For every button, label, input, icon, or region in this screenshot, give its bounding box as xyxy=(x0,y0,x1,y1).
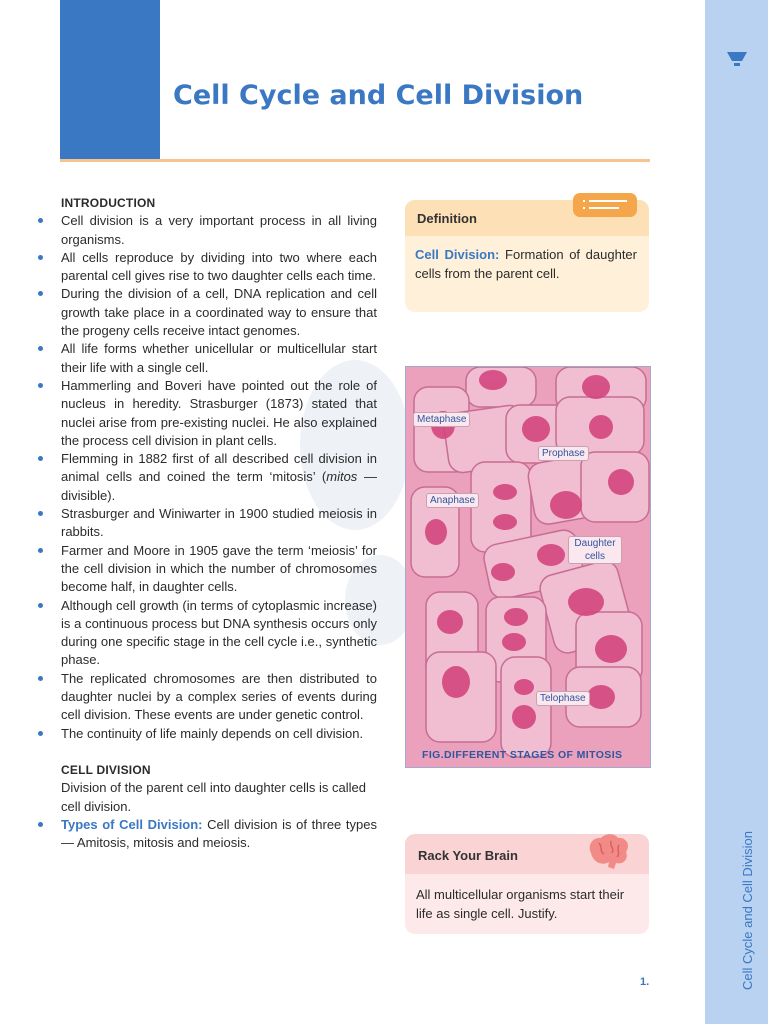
rack-text: All multicellular organisms start their life as single cell. Justify. xyxy=(416,887,625,921)
list-item: The replicated chromosomes are then distributed to daughter nuclei by a complex series of events during cell division. These events are under genetic control. xyxy=(61,670,377,725)
header-accent-block xyxy=(60,0,160,160)
page-title: Cell Cycle and Cell Division xyxy=(173,80,584,111)
list-item: Farmer and Moore in 1905 gave the term ‘meiosis’ for the cell division in which the number of chromosomes become half, in daughter cells. xyxy=(61,542,377,597)
introduction-list xyxy=(61,212,377,743)
list-item xyxy=(61,450,377,505)
definition-term: Cell Division: xyxy=(415,247,500,262)
list-item-italic: mitos xyxy=(326,469,358,485)
title-divider xyxy=(60,159,650,162)
mitosis-micrograph xyxy=(405,366,651,768)
definition-text xyxy=(415,246,637,283)
label-metaphase: Metaphase xyxy=(413,412,470,427)
label-telophase: Telophase xyxy=(536,691,590,706)
list-item: Hammerling and Boveri have pointed out the role of nucleus in heredity. Strasburger (1873) stated that nuclei arise from pre-existing nuclei. He also explained the process cell division in plant cells. xyxy=(61,377,377,450)
list-item: The continuity of life mainly depends on cell division. xyxy=(61,725,377,743)
cell-division-heading: CELL DIVISION xyxy=(61,762,151,777)
introduction-heading: INTRODUCTION xyxy=(61,196,156,210)
list-item: During the division of a cell, DNA replication and cell growth take place in a coordinated way to ensure that the progeny cells receive intact genomes. xyxy=(61,285,377,340)
list-item: Cell division is a very important process in all living organisms. xyxy=(61,212,377,249)
definition-box xyxy=(405,200,649,312)
list-item xyxy=(61,816,377,853)
cell-division-list xyxy=(61,816,377,853)
app-logo-icon xyxy=(725,46,749,70)
rack-your-brain-box xyxy=(405,834,649,934)
types-text: Cell division is of three types— Amitosis, mitosis and meiosis. xyxy=(61,816,377,851)
types-label: Types of Cell Division: xyxy=(61,816,203,832)
figure-caption: FIG.DIFFERENT STAGES OF MITOSIS xyxy=(422,749,623,761)
list-item: Strasburger and Winiwarter in 1900 studied meiosis in rabbits. xyxy=(61,505,377,542)
sidebar-chapter-label: Cell Cycle and Cell Division xyxy=(740,831,755,990)
definition-tab-icon xyxy=(573,193,637,217)
definition-title: Definition xyxy=(417,211,477,226)
main-text-column xyxy=(61,194,377,852)
label-daughter-cells: Daughter cells xyxy=(568,536,622,564)
list-item-text: Flemming in 1882 first of all described cell division in animal cells and coined the term ‘mitosis’ ( xyxy=(61,451,377,485)
list-item-text: — divisible). xyxy=(61,469,377,503)
side-strip xyxy=(705,0,768,1024)
label-anaphase: Anaphase xyxy=(426,493,479,508)
brain-icon xyxy=(585,833,631,871)
cell-division-paragraph: Division of the parent cell into daughter cells is called cell division. xyxy=(61,780,366,814)
definition-body: Formation of daughter cells from the parent cell. xyxy=(415,247,637,281)
list-item: Although cell growth (in terms of cytoplasmic increase) is a continuous process but DNA synthesis occurs only during one specific stage in the cell cycle i.e., synthetic phase. xyxy=(61,597,377,670)
page-number: 1. xyxy=(640,976,650,988)
label-prophase: Prophase xyxy=(538,446,589,461)
list-item: All life forms whether unicellular or multicellular start their life with a single cell. xyxy=(61,340,377,377)
micrograph-image xyxy=(406,367,650,767)
rack-title: Rack Your Brain xyxy=(418,848,518,863)
list-item: All cells reproduce by dividing into two where each parental cell gives rise to two daughter cells each time. xyxy=(61,249,377,286)
